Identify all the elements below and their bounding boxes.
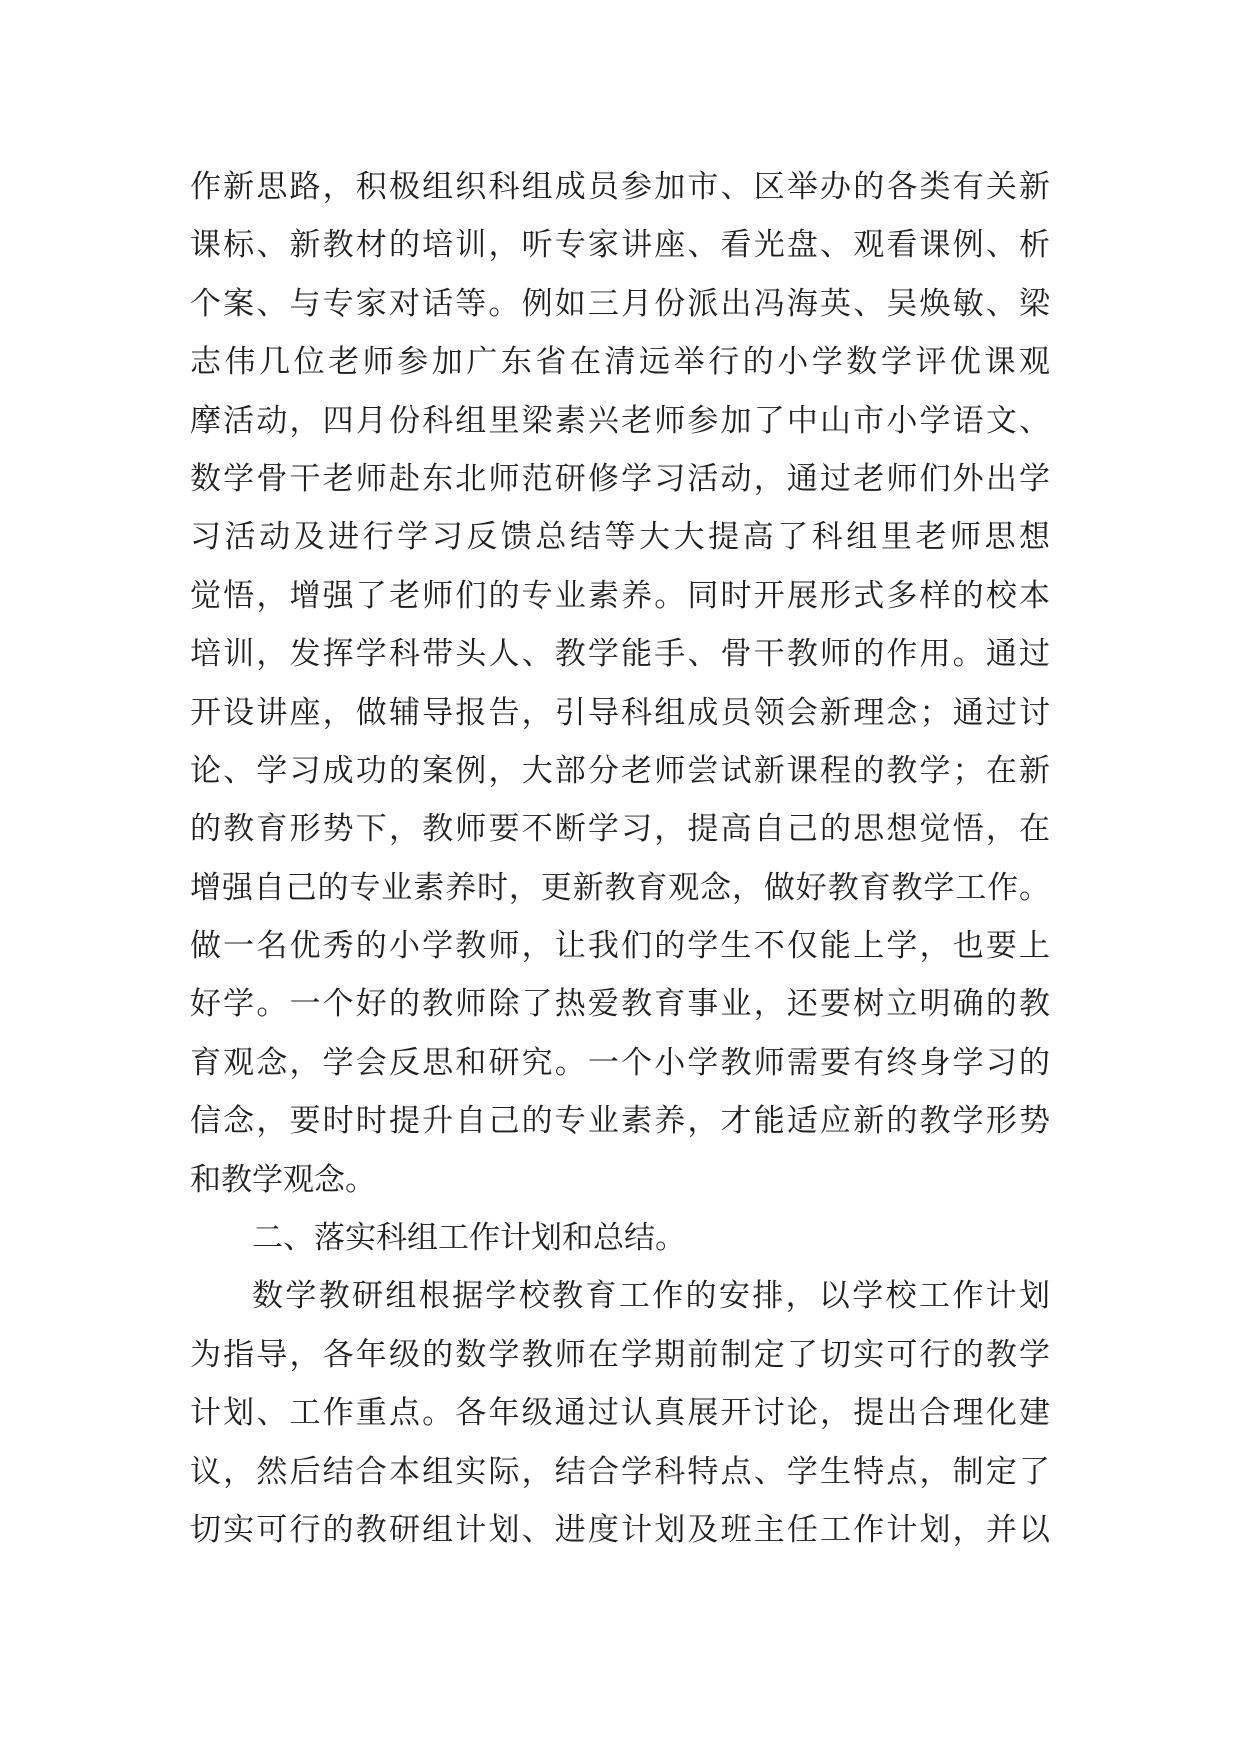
text-line-13: 增强自己的专业素养时，更新教育观念，做好教育教学工作。 [190,869,1050,906]
text-line-4: 志伟几位老师参加广东省在清远举行的小学数学评优课观 [190,344,1050,381]
text-line-2: 课标、新教材的培训，听专家讲座、看光盘、观看课例、析 [190,227,1050,264]
text-line-5: 摩活动，四月份科组里梁素兴老师参加了中山市小学语文、 [190,402,1050,439]
text-line-21: 为指导，各年级的数学教师在学期前制定了切实可行的教学 [190,1336,1050,1373]
text-line-9: 培训，发挥学科带头人、教学能手、骨干教师的作用。通过 [190,636,1050,673]
text-line-10: 开设讲座，做辅导报告，引导科组成员领会新理念；通过讨 [190,694,1050,731]
text-line-14: 做一名优秀的小学教师，让我们的学生不仅能上学，也要上 [190,928,1050,965]
section-heading: 二、落实科组工作计划和总结。 [252,1220,686,1257]
text-line-24: 切实可行的教研组计划、进度计划及班主任工作计划，并以 [190,1511,1050,1548]
text-line-6: 数学骨干老师赴东北师范研修学习活动，通过老师们外出学 [190,460,1050,497]
text-line-8: 觉悟，增强了老师们的专业素养。同时开展形式多样的校本 [190,577,1050,614]
text-line-3: 个案、与专家对话等。例如三月份派出冯海英、吴焕敏、梁 [190,285,1050,322]
document-body [190,158,1050,1559]
text-line-7: 习活动及进行学习反馈总结等大大提高了科组里老师思想 [190,519,1050,556]
text-line-1: 作新思路，积极组织科组成员参加市、区举办的各类有关新 [190,169,1050,205]
text-line-16: 育观念，学会反思和研究。一个小学教师需要有终身学习的 [190,1044,1050,1081]
text-line-17: 信念，要时时提升自己的专业素养，才能适应新的教学形势 [190,1103,1050,1140]
text-line-11: 论、学习成功的案例，大部分老师尝试新课程的教学；在新 [190,752,1050,789]
text-line-23: 议，然后结合本组实际，结合学科特点、学生特点，制定了 [190,1453,1050,1490]
text-line-15: 好学。一个好的教师除了热爱教育事业，还要树立明确的教 [190,986,1050,1023]
text-line-20: 数学教研组根据学校教育工作的安排，以学校工作计划 [252,1278,1050,1315]
text-line-12: 的教育形势下，教师要不断学习，提高自己的思想觉悟，在 [190,811,1050,848]
text-line-18: 和教学观念。 [190,1161,376,1198]
text-line-22: 计划、工作重点。各年级通过认真展开讨论，提出合理化建 [190,1395,1050,1432]
